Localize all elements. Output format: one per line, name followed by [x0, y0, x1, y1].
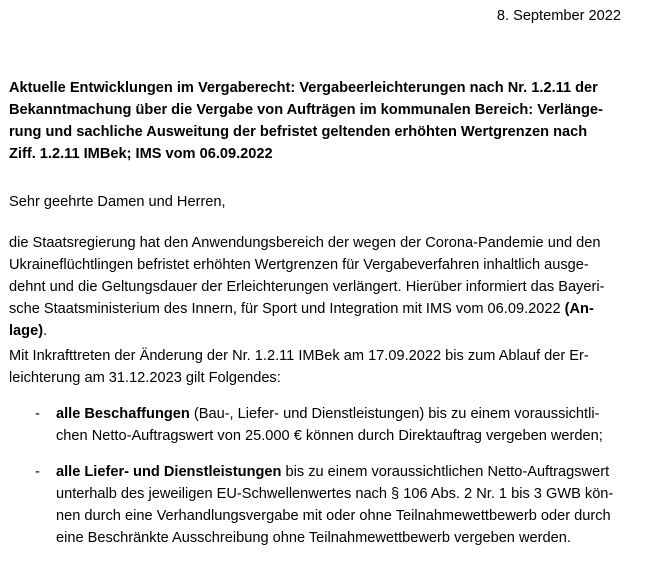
rules-intro-paragraph — [9, 345, 649, 389]
bullet-dash: - — [35, 406, 40, 422]
attachment-reference: (An- — [564, 301, 594, 317]
list-item-line — [56, 461, 656, 483]
paragraph-line: Ukraineflüchtlingen befristet erhöhten Wertgrenzen für Vergabeverfahren inhaltlich ausge- — [9, 257, 589, 273]
subject-heading — [9, 77, 639, 165]
subject-line: Bekanntmachung über die Vergabe von Aufträgen im kommunalen Bereich: Verlänge- — [9, 102, 603, 118]
paragraph-line: die Staatsregierung hat den Anwendungsbereich der wegen der Corona-Pandemie und den — [9, 235, 601, 251]
subject-line: Aktuelle Entwicklungen im Vergaberecht: Vergabeerleichterungen nach Nr. 1.2.11 der — [9, 80, 598, 96]
paragraph-line — [9, 298, 649, 320]
paragraph-text: sche Staatsministerium des Innern, für Sport und Integration mit IMS vom 06.09.2022 — [9, 301, 565, 317]
list-item-text — [56, 461, 656, 549]
paragraph-text: . — [43, 323, 48, 339]
list-item-line: eine Beschränkte Ausschreibung ohne Teilnahmewettbewerb vergeben werden. — [56, 530, 571, 546]
salutation: Sehr geehrte Damen und Herren, — [9, 194, 226, 210]
attachment-reference: lage) — [9, 323, 44, 339]
emphasis-text: alle Liefer- und Dienstleistungen — [56, 464, 282, 480]
letter-date: 8. September 2022 — [496, 8, 621, 24]
subject-line: Ziff. 1.2.11 IMBek; IMS vom 06.09.2022 — [9, 146, 273, 162]
list-item-line: nen durch eine Verhandlungsvergabe mit oder ohne Teilnahmewettbewerb oder durch — [56, 508, 611, 524]
list-item-text-part: bis zu einem voraussichtlichen Netto-Auftragswert — [281, 464, 610, 480]
emphasis-text: alle Beschaffungen — [56, 406, 190, 422]
subject-line: rung und sachliche Ausweitung der befristet geltenden erhöhten Wertgrenzen nach — [9, 124, 588, 140]
paragraph-line: leichterung am 31.12.2023 gilt Folgendes: — [9, 370, 281, 386]
bullet-dash: - — [35, 464, 40, 480]
list-item-text-part: (Bau-, Liefer- und Dienstleistungen) bis zu einem voraussichtli- — [189, 406, 600, 422]
list-item-line: chen Netto-Auftragswert von 25.000 € können durch Direktauftrag vergeben werden; — [56, 428, 603, 444]
list-item-line — [56, 403, 656, 425]
list-item-line: unterhalb des jeweiligen EU-Schwellenwertes nach § 106 Abs. 2 Nr. 1 bis 3 GWB kön- — [56, 486, 614, 502]
list-item-text — [56, 403, 656, 447]
paragraph-line: dehnt und die Geltungsdauer der Erleichterungen verlängert. Hierüber informiert das Bayeri- — [9, 279, 605, 295]
paragraph-line: Mit Inkrafttreten der Änderung der Nr. 1.2.11 IMBek am 17.09.2022 bis zum Ablauf der Er- — [9, 348, 589, 364]
intro-paragraph — [9, 232, 649, 342]
paragraph-line — [9, 320, 649, 342]
